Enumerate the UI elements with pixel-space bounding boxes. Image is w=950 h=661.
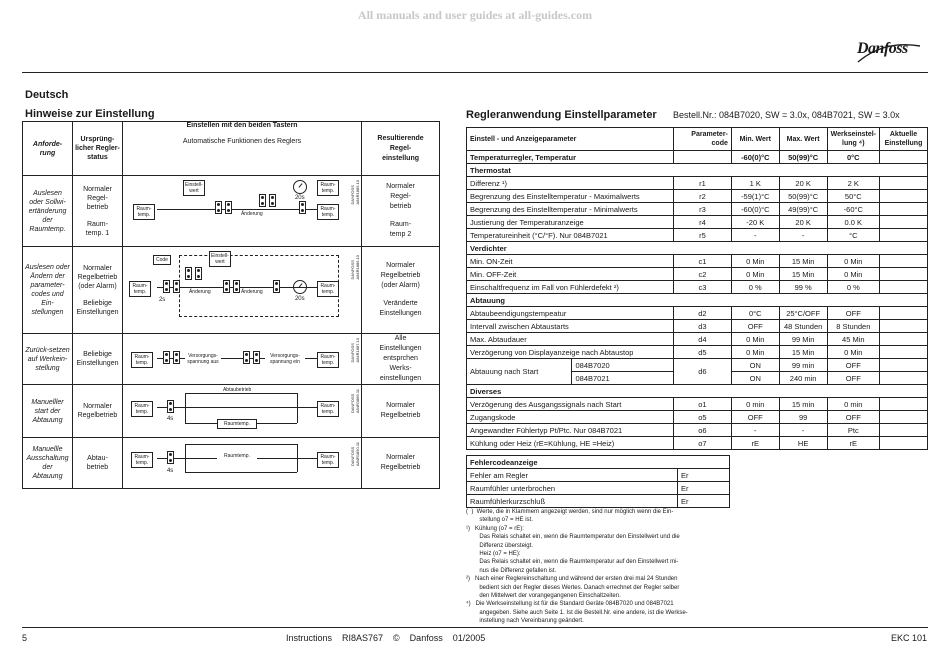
param-min: 0 Min	[731, 346, 779, 359]
header-set-title: Einstellen mit den beiden Tastern	[186, 122, 298, 129]
status-text-2: Beliebige Einstellungen	[76, 299, 119, 316]
param-code: r1	[674, 177, 732, 190]
result-text: Normaler Regelbetrieb (oder Alarm)	[380, 262, 421, 289]
param-max: 20 K	[779, 216, 827, 229]
header-code: Parameter- code	[674, 128, 732, 151]
param-code: r5	[674, 229, 732, 242]
diagram-label: Änderung	[188, 289, 211, 295]
param-max: HE	[779, 437, 827, 450]
fault-label: Raumfühler unterbrochen	[467, 482, 678, 495]
fault-code: Er	[678, 469, 730, 482]
status-cell: Abtau- betrieb	[72, 438, 122, 489]
param-code: r3	[674, 203, 732, 216]
result-cell: Normaler Regelbetrieb	[362, 385, 440, 438]
parameter-body	[467, 151, 928, 359]
param-factory: rE	[827, 437, 879, 450]
fault-code: Er	[678, 482, 730, 495]
fault-label: Raumfühlerkurzschluß	[467, 495, 678, 508]
param-code: c2	[674, 268, 732, 281]
param-max: 240 min	[779, 372, 827, 385]
param-max: 20 K	[779, 177, 827, 190]
table-row	[467, 177, 928, 190]
table-row	[467, 151, 928, 164]
fault-label: Fehler am Regler	[467, 469, 678, 482]
diagram-label: Raum- temp.	[317, 180, 339, 196]
param-factory: OFF	[827, 307, 879, 320]
diagram-label: 4s	[166, 468, 174, 474]
param-max: 25°C/OFF	[779, 307, 827, 320]
footnote-line: ( ) Werte, die in Klammern angezeigt werden, sind nur möglich wenn die Ein-	[466, 509, 674, 515]
diagram-cell	[122, 176, 361, 247]
param-factory: 0 Min	[827, 346, 879, 359]
param-min: -	[731, 229, 779, 242]
diagram-label: Änderung	[240, 289, 263, 295]
param-min: 0 Min	[731, 268, 779, 281]
table-row	[23, 247, 440, 334]
param-max: -	[779, 229, 827, 242]
param-current[interactable]	[879, 320, 927, 333]
model-label: 084B7020	[572, 359, 674, 372]
section-row	[467, 242, 928, 255]
param-label: Max. Abtaudauer	[467, 333, 674, 346]
parameter-body-misc	[467, 385, 928, 450]
param-max: 15 Min	[779, 255, 827, 268]
param-min: 0 %	[731, 281, 779, 294]
table-header-row	[23, 122, 440, 176]
param-max: 50(99)°C	[779, 151, 827, 164]
param-label: Intervall zwischen Abtaustarts	[467, 320, 674, 333]
param-label: Angewandter Fühlertyp Pt/Ptc. Nur 084B7021	[467, 424, 674, 437]
requirement-cell: Manuellle Ausschaltung der Abtauung	[23, 438, 73, 489]
status-text: Normaler Regelbetrieb (oder Alarm)	[77, 264, 118, 290]
param-label: Temperatureinheit (°C/°F). Nur 084B7021	[467, 229, 674, 242]
diagram-cell	[122, 385, 361, 438]
diagram-label: Raum- temp.	[131, 352, 153, 368]
table-row	[467, 437, 928, 450]
header-min: Min. Wert	[731, 128, 779, 151]
param-label: Kühlung oder Heiz (rE=Kühlung, HE =Heiz)	[467, 437, 674, 450]
param-factory: 0 min	[827, 398, 879, 411]
fault-title: Fehlercodeanzeige	[467, 456, 730, 469]
footnote-line: instellung nach Vereinbarung geändert.	[466, 618, 584, 625]
right-heading: Regleranwendung Einstellparameter	[466, 109, 657, 121]
result-text-2: Raum- temp 2	[389, 221, 412, 238]
table-row	[23, 385, 440, 438]
footnote-line: den Mittelwert der vorangegangenen Einschaltzeiten.	[466, 593, 621, 600]
param-code: c1	[674, 255, 732, 268]
footnote-line: ²) Nach einer Reglereinschaltung und während der ersten drei mal 24 Stunden	[466, 576, 678, 583]
diagram-label: 20s	[294, 195, 305, 201]
section-title: Diverses	[467, 385, 928, 398]
param-min: ON	[731, 372, 779, 385]
param-current[interactable]	[879, 398, 927, 411]
param-factory: °C	[827, 229, 879, 242]
table-row	[467, 398, 928, 411]
diagram-label: Einstell- wert	[183, 180, 205, 196]
diagram-label: Raum- temp.	[317, 352, 339, 368]
header-set-buttons	[122, 122, 361, 176]
footnote-line: ¹) Kühlung (o7 = rE):	[466, 525, 524, 532]
table-row	[23, 176, 440, 247]
param-min: 0°C	[731, 307, 779, 320]
param-min: -	[731, 424, 779, 437]
table-row	[467, 411, 928, 424]
param-min: -60(0)°C	[731, 151, 779, 164]
param-max: 99 min	[779, 359, 827, 372]
param-label: Abtaubeendigungstempeatur	[467, 307, 674, 320]
param-code: o7	[674, 437, 732, 450]
footnote-line: Heiz (o7 = HE):	[466, 551, 521, 558]
param-label: Begrenzung des Einstelltemperatur - Minimalwerts	[467, 203, 674, 216]
table-row	[467, 281, 928, 294]
diagram-label: 4s	[166, 416, 174, 422]
diagram-label: Versorgungs- spannung ein	[265, 352, 305, 366]
requirement-cell: Zurück-setzen auf Werkein- stellung	[23, 334, 73, 385]
param-min: OFF	[731, 320, 779, 333]
param-factory: 2 K	[827, 177, 879, 190]
footnote-line: Differenz übersteigt.	[466, 542, 533, 549]
header-result: Resultierende Regel- einstellung	[362, 122, 440, 176]
requirement-cell: Manuelller start der Abtauung	[23, 385, 73, 438]
table-row	[467, 320, 928, 333]
footnote-line: Das Relais schaltet ein, wenn die Raumtemperatur den Einstellwert und die	[466, 534, 680, 541]
param-label: Zugangskode	[467, 411, 674, 424]
drawing-ref: DANFOSS A84R1885.10	[349, 180, 360, 205]
param-min: -60(0)°C	[731, 203, 779, 216]
table-row	[467, 190, 928, 203]
drawing-ref: DANFOSS A84R1890.11	[349, 442, 360, 467]
requirement-cell: Auslesen oder Ändern der parameter- codes und Ein- stellungen	[23, 247, 73, 334]
diagram-label: Raum- temp.	[317, 452, 339, 468]
bottom-rule	[22, 627, 928, 628]
param-code: c3	[674, 281, 732, 294]
table-row	[467, 307, 928, 320]
param-factory: Ptc	[827, 424, 879, 437]
table-row	[467, 346, 928, 359]
param-factory: OFF	[827, 372, 879, 385]
param-factory: 0.0 K	[827, 216, 879, 229]
param-max: -	[779, 424, 827, 437]
param-code: r2	[674, 190, 732, 203]
param-min: 0 min	[731, 398, 779, 411]
param-min: 0 Min	[731, 255, 779, 268]
table-row	[467, 203, 928, 216]
param-factory: 45 Min	[827, 333, 879, 346]
diagram-cell	[122, 438, 361, 489]
status-cell	[72, 247, 122, 334]
param-max: 50(99)°C	[779, 190, 827, 203]
footnote-line: stellung o7 = HE ist.	[466, 517, 533, 524]
section-title: Abtauung	[467, 294, 928, 307]
diagram-label: Raum- temp.	[317, 281, 339, 297]
diagram-label: Raum- temp.	[129, 281, 151, 297]
param-max: 15 Min	[779, 268, 827, 281]
param-code: o6	[674, 424, 732, 437]
header-parameter: Einstell - und Anzeigeparameter	[467, 128, 674, 151]
footer-model: EKC 101	[891, 633, 928, 643]
param-current[interactable]	[879, 424, 927, 437]
page-number: 5	[22, 633, 28, 643]
param-current[interactable]	[879, 281, 927, 294]
section-title: Verdichter	[467, 242, 928, 255]
header-requirement: Anforde- rung	[23, 122, 73, 176]
param-current[interactable]	[879, 307, 927, 320]
status-text-2: Raum- temp. 1	[85, 220, 110, 237]
param-factory: 0°C	[827, 151, 879, 164]
diagram-label: Raumtemp.	[217, 419, 257, 429]
param-code: r4	[674, 216, 732, 229]
param-current[interactable]	[879, 437, 927, 450]
diagram-cell	[122, 247, 361, 334]
status-cell: Beliebige Einstellungen	[72, 334, 122, 385]
section-row	[467, 294, 928, 307]
param-current[interactable]	[879, 268, 927, 281]
footnote-line: ⁴) Die Werkseinstellung ist für die Standard Geräte 084B7020 und 084B7021	[466, 601, 674, 608]
model-label: 084B7021	[572, 372, 674, 385]
watermark: All manuals and user guides at all-guides.com	[357, 8, 593, 22]
diagram-label: Raum- temp.	[317, 204, 339, 220]
table-row	[23, 438, 440, 489]
result-cell: Normaler Regelbetrieb	[362, 438, 440, 489]
diagram-label: Abtaubetrieb	[222, 387, 252, 393]
diagram-label: Raum- temp.	[131, 401, 153, 417]
param-label: Abtauung nach Start	[467, 359, 572, 385]
status-text: Normaler Regel- betrieb	[83, 185, 112, 211]
param-max: 15 min	[779, 398, 827, 411]
param-min: rE	[731, 437, 779, 450]
result-text-2: Veränderte Einstellungen	[379, 300, 422, 317]
param-max: 99 Min	[779, 333, 827, 346]
footnote-line: bedient sich der Regler dieses Wertes. Danach errechnet der Regler selber	[466, 584, 680, 591]
param-code: d2	[674, 307, 732, 320]
param-label: Begrenzung des Einstelltemperatur - Maximalwerts	[467, 190, 674, 203]
param-min: 1 K	[731, 177, 779, 190]
diagram-label: Änderung	[240, 211, 263, 217]
param-current[interactable]	[879, 411, 927, 424]
param-factory: 0 %	[827, 281, 879, 294]
param-label: Verzögerung von Displayanzeige nach Abtaustop	[467, 346, 674, 359]
status-cell: Normaler Regelbetrieb	[72, 385, 122, 438]
param-current[interactable]	[879, 255, 927, 268]
table-row	[467, 424, 928, 437]
fault-row	[467, 482, 730, 495]
language-heading: Deutsch	[25, 89, 69, 101]
diagram-label: Versorgungs- spannung aus	[185, 352, 221, 366]
fault-code-table	[466, 455, 730, 508]
fault-row	[467, 495, 730, 508]
drawing-ref: DANFOSS A84R1887.10	[349, 338, 360, 363]
param-current[interactable]	[879, 229, 927, 242]
diagram-label: Raumtemp.	[217, 452, 257, 460]
diagram-label: Einstell- wert	[209, 251, 231, 267]
table-row	[467, 229, 928, 242]
param-label: Verzögerung des Ausgangssignals nach Start	[467, 398, 674, 411]
param-factory: OFF	[827, 359, 879, 372]
drawing-ref: DANFOSS A84R1886.10	[349, 255, 360, 280]
param-min: 0 Min	[731, 333, 779, 346]
param-factory: -60°C	[827, 203, 879, 216]
param-code: o1	[674, 398, 732, 411]
param-current[interactable]	[879, 333, 927, 346]
result-cell: Alle Einstellungen entsprchen Werks- einstellungen	[362, 334, 440, 385]
param-current[interactable]	[879, 359, 927, 372]
drawing-ref: DANFOSS A84R1889.11	[349, 389, 360, 414]
param-max: 49(99)°C	[779, 203, 827, 216]
param-min: ON	[731, 359, 779, 372]
header-auto-functions: Automatische Funktionen des Reglers	[182, 138, 302, 145]
diagram-label: Raum- temp.	[133, 204, 155, 220]
param-factory: 0 Min	[827, 255, 879, 268]
table-row	[467, 216, 928, 229]
param-current[interactable]	[879, 151, 927, 164]
section-row	[467, 385, 928, 398]
fault-row	[467, 469, 730, 482]
table-row	[467, 255, 928, 268]
param-label: Einschaltfrequenz im Fall von Fühlerdefekt ²)	[467, 281, 674, 294]
header-factory: Werkseinstel- lung ⁴)	[827, 128, 879, 151]
section-row	[467, 164, 928, 177]
param-min: OFF	[731, 411, 779, 424]
param-max: 99	[779, 411, 827, 424]
diagram-label: Raum- temp.	[131, 452, 153, 468]
parameter-table	[466, 127, 928, 450]
diagram-label: 20s	[294, 296, 305, 302]
left-heading: Hinweise zur Einstellung	[25, 108, 155, 120]
table-row	[467, 333, 928, 346]
param-code: d6	[674, 359, 732, 385]
param-factory: 8 Stunden	[827, 320, 879, 333]
table-row	[467, 268, 928, 281]
status-cell	[72, 176, 122, 247]
param-current[interactable]	[879, 372, 927, 385]
param-label: Min. OFF-Zeit	[467, 268, 674, 281]
fault-code: Er	[678, 495, 730, 508]
section-title: Thermostat	[467, 164, 928, 177]
param-current[interactable]	[879, 216, 927, 229]
header-max: Max. Wert	[779, 128, 827, 151]
footnote-line: nus die Differenz gefallen ist.	[466, 567, 557, 574]
param-label: Justierung der Temperaturanzeige	[467, 216, 674, 229]
footer-doc-info: Instructions RI8AS767 © Danfoss 01/2005	[286, 633, 486, 643]
header-current: Aktuelle Einstellung	[879, 128, 927, 151]
result-cell	[362, 176, 440, 247]
parameter-header-row	[467, 128, 928, 151]
param-current[interactable]	[879, 346, 927, 359]
start-defrost-group	[467, 359, 928, 385]
diagram-label: Raum- temp.	[317, 401, 339, 417]
fault-header-row	[467, 456, 730, 469]
param-current[interactable]	[879, 203, 927, 216]
requirement-cell: Auslesen oder Sollwi- ertänderung der Raumtemp.	[23, 176, 73, 247]
param-max: 99 %	[779, 281, 827, 294]
param-label: Differenz ¹)	[467, 177, 674, 190]
param-label: Temperaturregler, Temperatur	[467, 151, 674, 164]
param-label: Min. ON-Zeit	[467, 255, 674, 268]
param-max: 15 Min	[779, 346, 827, 359]
param-current[interactable]	[879, 177, 927, 190]
param-code: d4	[674, 333, 732, 346]
param-max: 48 Stunden	[779, 320, 827, 333]
param-factory: OFF	[827, 411, 879, 424]
footnote-line: Das Relais schaltet ein, wenn die Raumtemperatur auf den Einstellwert mi-	[466, 559, 679, 566]
param-factory: 50°C	[827, 190, 879, 203]
param-code: d5	[674, 346, 732, 359]
diagram-label: 2s	[158, 297, 166, 303]
diagram-label: Code	[153, 255, 171, 265]
result-text: Normaler Regel- betrieb	[386, 183, 415, 210]
param-factory: 0 Min	[827, 268, 879, 281]
param-code	[674, 151, 732, 164]
param-code: d3	[674, 320, 732, 333]
diagram-cell	[122, 334, 361, 385]
param-min: -59(1)°C	[731, 190, 779, 203]
order-numbers: Bestell.Nr.: 084B7020, SW = 3.0x, 084B7021, SW = 3.0x	[673, 110, 900, 120]
footnote-line: angegeben. Siehe auch Seite 1. Ist die Bestell.Nr. eine andere, ist die Werkse-	[466, 609, 688, 616]
header-status: Ursprüng- licher Regler- status	[72, 122, 122, 176]
result-cell	[362, 247, 440, 334]
table-row	[467, 359, 928, 372]
top-rule	[22, 72, 928, 73]
danfoss-logo: Danfoss	[857, 40, 908, 57]
table-row	[23, 334, 440, 385]
param-current[interactable]	[879, 190, 927, 203]
footnotes	[466, 508, 936, 626]
settings-guide-table	[22, 121, 440, 489]
param-min: -20 K	[731, 216, 779, 229]
param-code: o5	[674, 411, 732, 424]
